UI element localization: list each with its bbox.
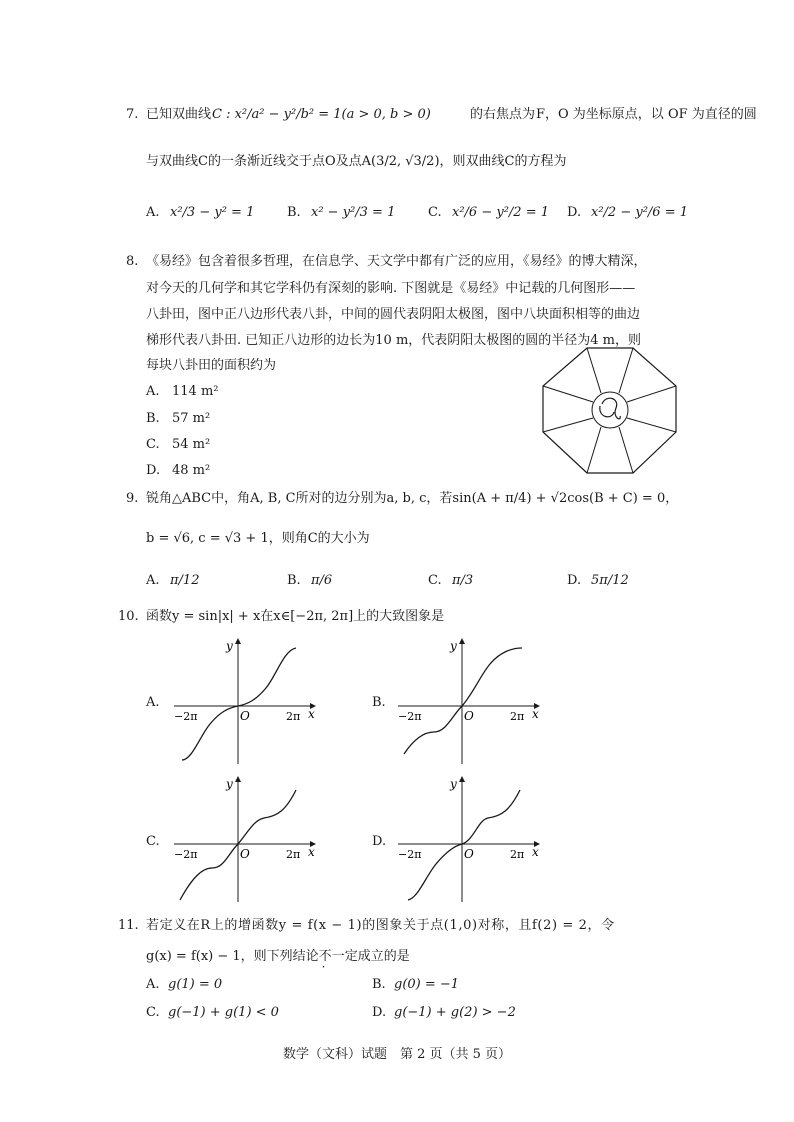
y-axis-label: y [226,777,233,791]
origin-label: O [240,709,250,723]
q9-option-d-text: 5π/12 [591,573,629,588]
x-axis-label: x [532,707,539,721]
question-8-line-4: 梯形代表八卦田. 已知正八边形的边长为10 m，代表阴阳太极图的圆的半径为4 m，则 [146,333,641,348]
q7-option-d-text: x²/2 − y²/6 = 1 [591,205,688,220]
q10-graph-a [170,636,320,766]
q10-option-c-label: C. [146,834,160,849]
divider-line [619,348,633,393]
q8-option-b-text: 57 m² [172,411,211,426]
question-9-number: 9. [126,491,139,506]
neg-2pi-label: −2π [398,710,422,723]
x-axis-label: x [308,845,315,859]
q11-line-2-part-a: g(x) = f(x) − 1，则下列结论 [146,949,319,964]
q9-option-c-text: π/3 [452,573,474,588]
pos-2pi-label: 2π [510,848,525,861]
q11-option-b-label: B. [372,977,386,992]
q7-option-c-label: C. [428,205,442,220]
q7-option-d-label: D. [567,205,582,220]
question-8-line-5: 每块八卦田的面积约为 [146,358,277,373]
q11-option-b-text: g(0) = −1 [394,977,460,992]
divider-line [587,348,601,393]
q10-graph-d [394,774,544,904]
y-axis-arrow [459,776,465,782]
q8-option-c-label: C. [146,437,160,452]
q9-option-d-label: D. [567,573,582,588]
q11-option-d-text: g(−1) + g(2) > −2 [394,1005,516,1020]
question-11-number: 11. [118,918,139,933]
q10-option-b-label: B. [372,695,386,710]
question-9-line-1: 锐角△ABC中，角A, B, C所对的边分别为a, b, c，若sin(A + π/4) + √2cos(B + C) = 0， [146,491,679,506]
q7-option-a-text: x²/3 − y² = 1 [170,205,255,220]
q10-option-a-label: A. [146,695,160,710]
q9-option-a-label: A. [146,573,160,588]
q9-option-b-label: B. [287,573,301,588]
x-axis-label: x [308,707,315,721]
q9-option-c-label: C. [428,573,442,588]
divider-line [627,386,676,402]
question-10-line-1: 函数y = sin|x| + x在x∈[−2π, 2π]上的大致图象是 [146,609,445,624]
function-curve [404,648,525,754]
q11-option-a-label: A. [146,977,160,992]
q9-option-a-text: π/12 [170,573,200,588]
q8-option-a-label: A. [146,384,160,399]
q10-graph-c [170,774,320,904]
y-axis-arrow [459,638,465,644]
y-axis-label: y [450,639,457,653]
y-axis-label: y [226,639,233,653]
q8-option-d-text: 48 m² [172,463,211,478]
q7-option-b-label: B. [287,205,301,220]
question-7-text-c: F，O 为坐标原点，以 OF 为直径的圆 [536,107,757,122]
question-7-number: 7. [126,107,139,122]
q8-option-c-text: 54 m² [172,437,211,452]
pos-2pi-label: 2π [286,848,301,861]
y-axis-arrow [235,638,241,644]
question-11-line-1: 若定义在R上的增函数y = f(x − 1)的图象关于点(1,0)对称，且f(2) = 2，令 [146,918,615,933]
question-8-line-2: 对今天的几何学和其它学科仍有深刻的影响. 下图就是《易经》中记载的几何图形—— [146,281,636,296]
divider-line [587,427,601,473]
divider-line [543,418,593,432]
q7-option-b-text: x² − y²/3 = 1 [311,205,396,220]
q8-option-a-text: 114 m² [172,384,219,399]
y-axis-arrow [235,776,241,782]
divider-line [543,386,593,402]
function-curve [182,648,296,760]
neg-2pi-label: −2π [398,848,422,861]
question-11-line-2 [146,948,410,966]
question-10-number: 10. [118,609,139,624]
origin-label: O [240,847,250,861]
question-8-line-1: 《易经》包含着很多哲理，在信息学、天文学中都有广泛的应用，《易经》的博大精深， [146,254,647,269]
divider-line [619,427,633,473]
q10-option-d-label: D. [372,834,387,849]
q11-option-d-label: D. [372,1005,387,1020]
origin-label: O [464,709,474,723]
x-axis-label: x [532,845,539,859]
q11-emphasis-not: 不 [318,949,332,964]
question-9-line-2: b = √6, c = √3 + 1，则角C的大小为 [146,531,370,546]
q11-line-2-part-b: 一定成立的是 [331,949,410,964]
question-8-number: 8. [126,254,139,269]
question-8-line-3: 八卦田，图中正八边形代表八卦，中间的圆代表阴阳太极图，图中八块面积相等的曲边 [146,307,641,322]
q8-option-d-label: D. [146,463,161,478]
question-7-text-b: 的右焦点为 [470,107,536,122]
pos-2pi-label: 2π [510,710,525,723]
origin-label: O [464,847,474,861]
q11-option-c-text: g(−1) + g(1) < 0 [168,1005,279,1020]
q7-option-a-label: A. [146,205,160,220]
q11-option-c-label: C. [146,1005,160,1020]
q11-option-a-text: g(1) = 0 [168,977,223,992]
pos-2pi-label: 2π [286,710,301,723]
q10-graph-b [394,636,544,766]
q9-option-b-text: π/6 [311,573,333,588]
divider-line [627,418,676,432]
neg-2pi-label: −2π [174,710,198,723]
question-7-equation: C : x²/a² − y²/b² = 1(a > 0, b > 0) [212,107,431,122]
page-footer: 数学（文科）试题 第 2 页（共 5 页） [282,1047,512,1062]
taiji-circle [592,392,628,428]
q7-option-c-text: x²/6 − y²/2 = 1 [452,205,549,220]
q8-option-b-label: B. [146,411,160,426]
y-axis-label: y [450,777,457,791]
bagua-field-figure [540,346,680,476]
function-curve [408,790,520,900]
question-7-text-a: 已知双曲线 [146,107,212,122]
neg-2pi-label: −2π [174,848,198,861]
question-7-line-2: 与双曲线C的一条渐近线交于点O及点A(3/2, √3/2)，则双曲线C的方程为 [146,154,567,169]
